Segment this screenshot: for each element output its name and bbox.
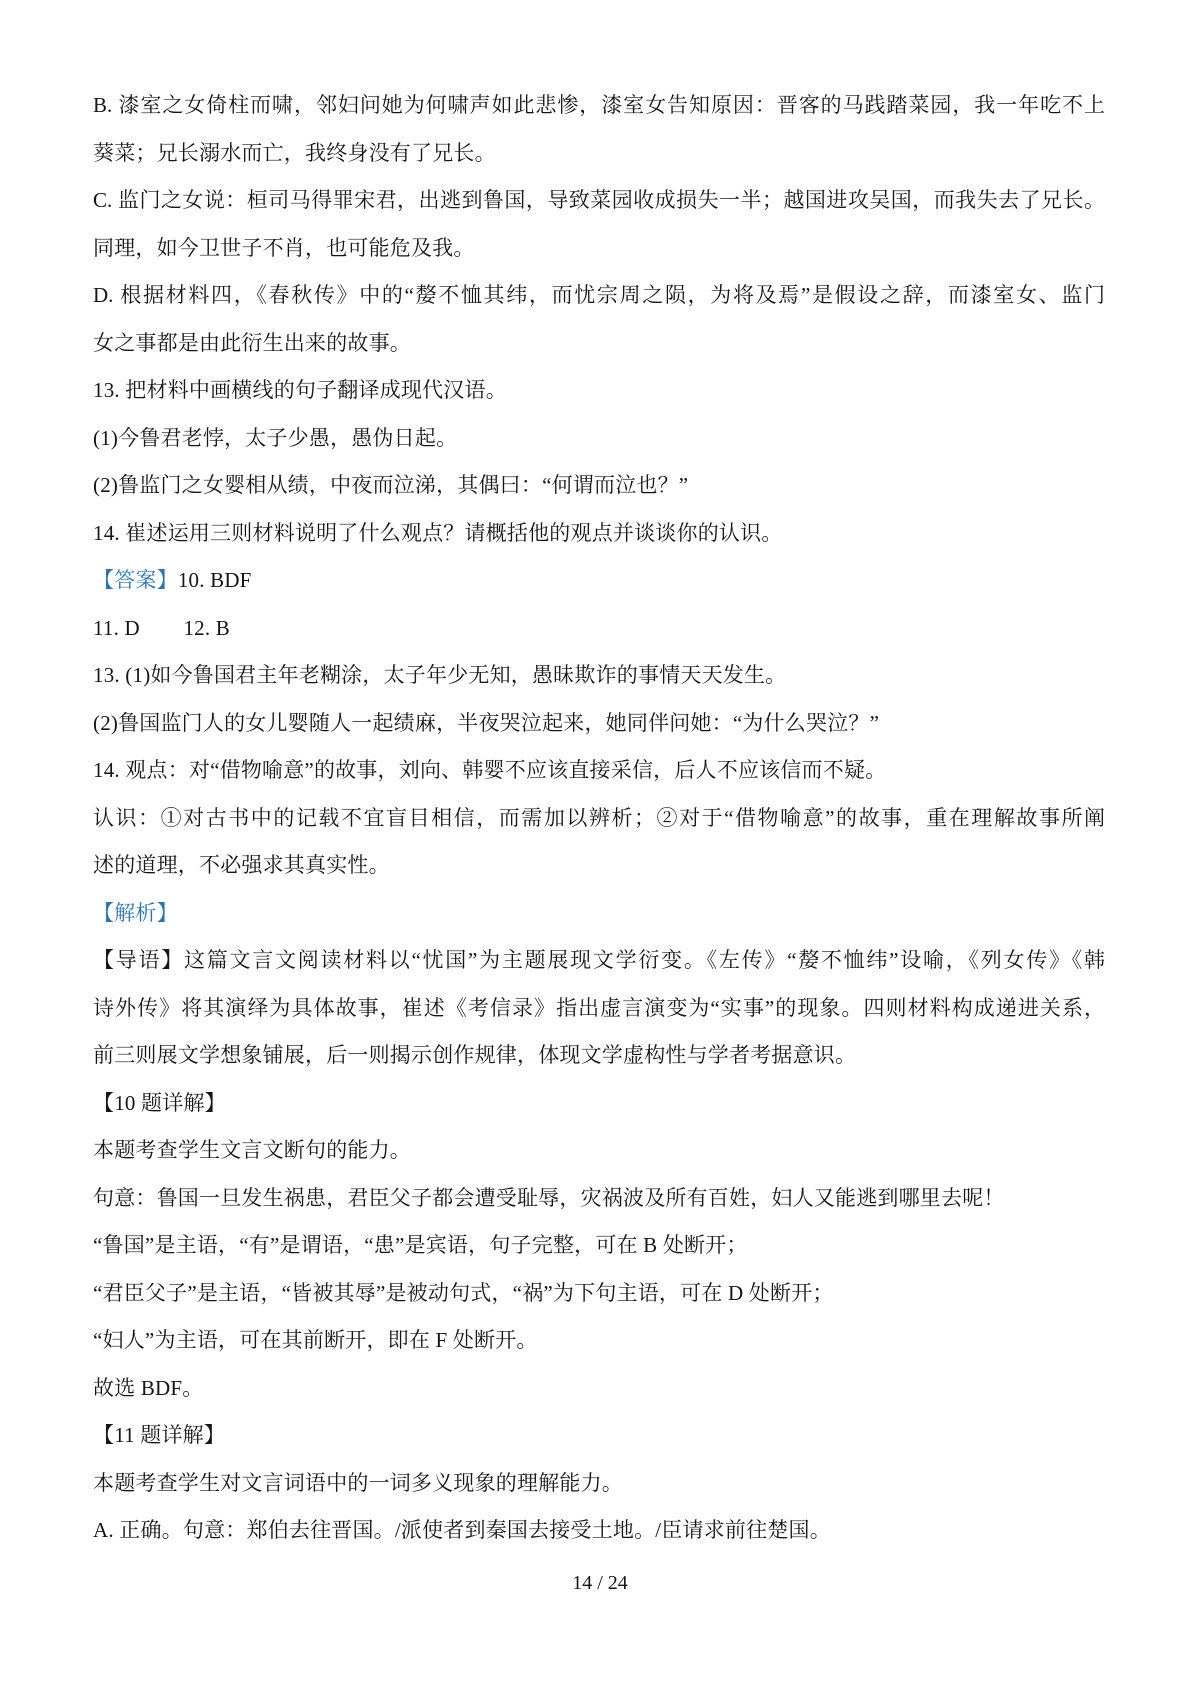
section-label: 【解析】 xyxy=(93,900,178,925)
text-line xyxy=(93,177,1105,225)
text-line xyxy=(93,842,1105,890)
text-line xyxy=(93,225,1105,273)
page-number: 14 / 24 xyxy=(572,1572,628,1594)
text-segment: 10. BDF xyxy=(177,568,252,592)
text-segment: 14. 崔述运用三则材料说明了什么观点？请概括他的观点并谈谈你的认识。 xyxy=(93,520,783,545)
text-line xyxy=(93,1127,1105,1175)
text-segment: “妇人”为主语，可在其前断开，即在 F 处断开。 xyxy=(93,1328,538,1352)
text-segment: 本题考查学生文言文断句的能力。 xyxy=(93,1138,411,1162)
text-segment: (2)鲁国监门人的女儿婴随人一起绩麻，半夜哭泣起来，她同伴问她：“为什么哭泣？” xyxy=(93,710,880,735)
text-line xyxy=(93,415,1105,463)
text-segment: 女之事都是由此衍生出来的故事。 xyxy=(93,330,411,355)
text-segment: (1)今鲁君老悖，太子少愚，愚伪日起。 xyxy=(93,425,458,450)
text-segment: “君臣父子”是主语，“皆被其辱”是被动句式，“祸”为下句主语，可在 D 处断开； xyxy=(93,1280,834,1305)
text-line xyxy=(93,700,1105,748)
text-segment: “鲁国”是主语，“有”是谓语，“患”是宾语，句子完整，可在 B 处断开； xyxy=(93,1233,748,1257)
text-line xyxy=(93,272,1105,320)
text-segment: 述的道理，不必强求其真实性。 xyxy=(93,853,390,877)
text-line xyxy=(93,82,1105,130)
text-segment: 葵菜；兄长溺水而亡，我终身没有了兄长。 xyxy=(93,140,496,165)
text-segment: 认识：①对古书中的记载不宜盲目相信，而需加以辨析；②对于“借物喻意”的故事，重在理解故事所阐 xyxy=(93,805,1105,830)
text-line xyxy=(93,605,1105,653)
text-segment: 前三则展文学想象铺展，后一则揭示创作规律，体现文学虚构性与学者考据意识。 xyxy=(93,1043,857,1067)
document-lines xyxy=(93,82,1105,1555)
text-line xyxy=(93,130,1105,178)
text-line xyxy=(93,1317,1105,1365)
text-line xyxy=(93,320,1105,368)
text-line xyxy=(93,1365,1105,1413)
text-line xyxy=(93,652,1105,700)
text-segment: 句意：鲁国一旦发生祸患，君臣父子都会遭受耻辱，灾祸波及所有百姓，妇人又能逃到哪里去呢！ xyxy=(93,1185,1005,1210)
text-line xyxy=(93,510,1105,558)
text-segment: 【10 题详解】 xyxy=(93,1090,226,1115)
text-segment: 【导语】这篇文言文阅读材料以“忧国”为主题展现文学衍变。《左传》“嫠不恤纬”设喻，《列女传》《韩 xyxy=(93,948,1105,972)
text-line xyxy=(93,1270,1105,1318)
section-label: 【答案】 xyxy=(93,568,178,592)
text-line xyxy=(93,1507,1105,1555)
text-segment: 【11 题详解】 xyxy=(93,1423,226,1447)
text-segment: 13. (1)如今鲁国君主年老糊涂，太子年少无知，愚昧欺诈的事情天天发生。 xyxy=(93,663,787,687)
text-line xyxy=(93,795,1105,843)
text-line xyxy=(93,462,1105,510)
text-segment: 本题考查学生对文言词语中的一词多义现象的理解能力。 xyxy=(93,1470,623,1495)
text-line xyxy=(93,937,1105,985)
text-line xyxy=(93,985,1105,1033)
text-line xyxy=(93,1412,1105,1460)
text-segment: C. 监门之女说：桓司马得罪宋君，出逃到鲁国，导致菜园收成损失一半；越国进攻吴国，而我失去了兄长。 xyxy=(93,188,1105,212)
text-line xyxy=(93,557,1105,605)
text-line xyxy=(93,1032,1105,1080)
text-line xyxy=(93,1222,1105,1270)
text-line xyxy=(93,1175,1105,1223)
text-segment: 诗外传》将其演绎为具体故事，崔述《考信录》指出虚言演变为“实事”的现象。四则材料构成递进关系， xyxy=(93,995,1105,1020)
text-line xyxy=(93,1080,1105,1128)
text-segment: 13. 把材料中画横线的句子翻译成现代汉语。 xyxy=(93,378,507,402)
text-segment: (2)鲁监门之女婴相从绩，中夜而泣涕，其偶曰：“何谓而泣也？” xyxy=(93,473,689,497)
text-segment: 14. 观点：对“借物喻意”的故事，刘向、韩婴不应该直接采信，后人不应该信而不疑。 xyxy=(93,758,887,782)
text-line xyxy=(93,367,1105,415)
text-line xyxy=(93,747,1105,795)
text-line xyxy=(93,1460,1105,1508)
text-line xyxy=(93,890,1105,938)
text-segment: B. 漆室之女倚柱而啸，邻妇问她为何啸声如此悲惨，漆室女告知原因：晋客的马践踏菜园，我一年吃不上 xyxy=(93,93,1105,117)
text-segment: 11. D 12. B xyxy=(93,615,230,640)
text-segment: 同理，如今卫世子不肖，也可能危及我。 xyxy=(93,235,475,260)
text-segment: A. 正确。句意：郑伯去往晋国。/派使者到秦国去接受土地。/臣请求前往楚国。 xyxy=(93,1518,831,1542)
text-segment: D. 根据材料四，《春秋传》中的“嫠不恤其纬，而忧宗周之陨，为将及焉”是假设之辞，而漆室女、监门 xyxy=(93,283,1105,307)
text-segment: 故选 BDF。 xyxy=(93,1375,204,1400)
